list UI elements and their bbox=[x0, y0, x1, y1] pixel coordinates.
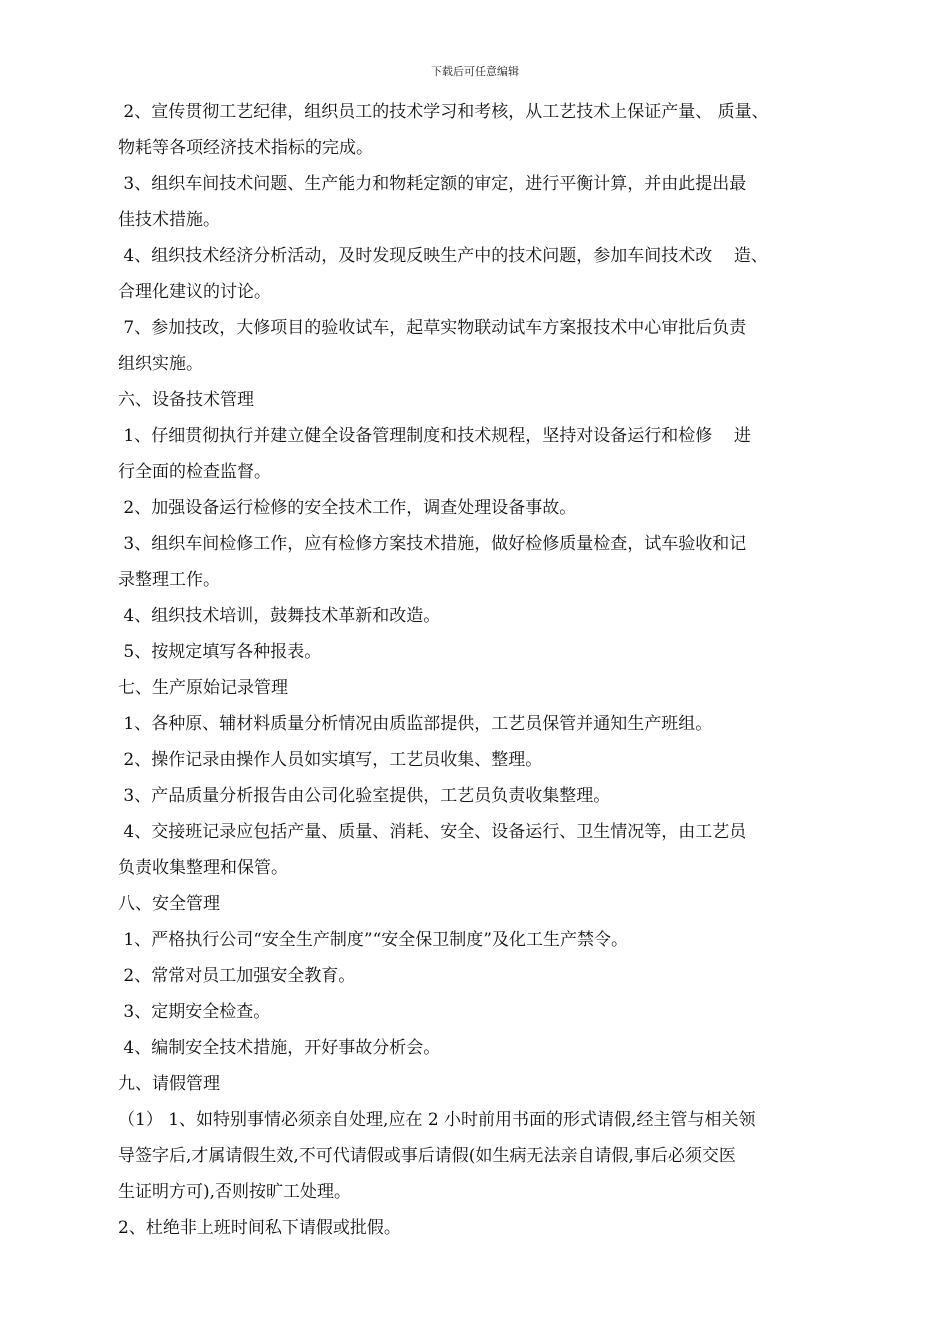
paragraph-line: 生证明方可),否则按旷工处理。 bbox=[118, 1182, 352, 1202]
paragraph-line: 3、定期安全检查。 bbox=[118, 1002, 271, 1022]
paragraph-line: 物耗等各项经济技术指标的完成。 bbox=[118, 138, 373, 158]
paragraph-line: 3、组织车间检修工作，应有检修方案技术措施，做好检修质量检查，试车验收和记 bbox=[118, 534, 747, 554]
paragraph-line: 1、各种原、辅材料质量分析情况由质监部提供，工艺员保管并通知生产班组。 bbox=[118, 714, 713, 734]
paragraph-line: 2、加强设备运行检修的安全技术工作，调查处理设备事故。 bbox=[118, 498, 577, 518]
paragraph-line: 导签字后,才属请假生效,不可代请假或事后请假(如生病无法亲自请假,事后必须交医 bbox=[118, 1146, 736, 1166]
paragraph-line: 1、仔细贯彻执行并建立健全设备管理制度和技术规程，坚持对设备运行和检修 进 bbox=[118, 426, 751, 446]
paragraph-line: 组织实施。 bbox=[118, 354, 203, 374]
paragraph-line: 4、组织技术培训，鼓舞技术革新和改造。 bbox=[118, 606, 441, 626]
section-heading: 八、安全管理 bbox=[118, 894, 220, 914]
paragraph-line: 行全面的检查监督。 bbox=[118, 462, 271, 482]
paragraph-line: 1、严格执行公司“安全生产制度”“安全保卫制度”及化工生产禁令。 bbox=[118, 930, 628, 950]
paragraph-line: 3、组织车间技术问题、生产能力和物耗定额的审定，进行平衡计算，并由此提出最 bbox=[118, 174, 747, 194]
section-heading: 六、设备技术管理 bbox=[118, 390, 254, 410]
paragraph-line: 7、参加技改，大修项目的验收试车，起草实物联动试车方案报技术中心审批后负责 bbox=[118, 318, 747, 338]
section-heading: 九、请假管理 bbox=[118, 1074, 220, 1094]
paragraph-line: 3、产品质量分析报告由公司化验室提供，工艺员负责收集整理。 bbox=[118, 786, 611, 806]
paragraph-line: （1） 1、如特别事情必须亲自处理,应在 2 小时前用书面的形式请假,经主管与相关领 bbox=[118, 1110, 756, 1130]
paragraph-line: 2、操作记录由操作人员如实填写，工艺员收集、整理。 bbox=[118, 750, 543, 770]
paragraph-line: 合理化建议的讨论。 bbox=[118, 282, 271, 302]
paragraph-line: 录整理工作。 bbox=[118, 570, 220, 590]
page-header: 下载后可任意编辑 bbox=[431, 65, 519, 78]
paragraph-line: 2、常常对员工加强安全教育。 bbox=[118, 966, 356, 986]
paragraph-line: 4、组织技术经济分析活动，及时发现反映生产中的技术问题，参加车间技术改 造、 bbox=[118, 246, 768, 266]
paragraph-line: 佳技术措施。 bbox=[118, 210, 220, 230]
paragraph-line: 2、宣传贯彻工艺纪律，组织员工的技术学习和考核，从工艺技术上保证产量、 质量、 bbox=[118, 102, 769, 122]
section-heading: 七、生产原始记录管理 bbox=[118, 678, 288, 698]
paragraph-line: 5、按规定填写各种报表。 bbox=[118, 642, 322, 662]
paragraph-line: 负责收集整理和保管。 bbox=[118, 858, 288, 878]
paragraph-line: 2、杜绝非上班时间私下请假或批假。 bbox=[118, 1218, 401, 1238]
document-body bbox=[118, 94, 853, 1246]
paragraph-line: 4、交接班记录应包括产量、质量、消耗、安全、设备运行、卫生情况等，由工艺员 bbox=[118, 822, 747, 842]
paragraph-line: 4、编制安全技术措施，开好事故分析会。 bbox=[118, 1038, 441, 1058]
